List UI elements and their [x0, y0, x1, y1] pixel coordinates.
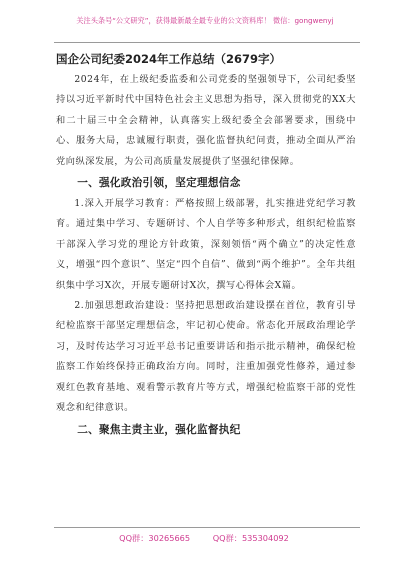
paragraph-study-education: 1.深入开展学习教育：严格按照上级部署，扎实推进党纪学习教育。通过集中学习、专题研讨、个人自学等多种形式，组织纪检监察干部深入学习党的理论方针政策，深刻领悟“两个确立”的决定性意义，增强“四个意识”、坚定“四个自信”、做到“两个维护”。全年共组织集中学习X次，开展专题研讨X次，撰写心得体会X篇。 [56, 198, 356, 291]
document-title: 国企公司纪委2024年工作总结（2679字） [56, 52, 282, 66]
paragraph-ideological-building: 2.加强思想政治建设：坚持把思想政治建设摆在首位，教育引导纪检监察干部坚定理想信念，牢记初心使命。常态化开展政治理论学习，及时传达学习习近平总书记重要讲话和指示批示精神，确保纪检监察工作始终保持正确政治方向。同时，注重加强党性修养，通过参观红色教育基地、观看警示教育片等方式，增强纪检监察干部的党性观念和纪律意识。 [56, 300, 356, 414]
section-heading-1: 一、强化政治引领，坚定理想信念 [77, 177, 241, 190]
footer-qq-group-1: QQ群：30265665 [119, 533, 191, 543]
header-banner: 关注头条号“公文研究”，获得最新最全最专业的公文资料库！ 微信：gongwenyj [76, 16, 334, 25]
footer-divider [54, 527, 360, 528]
header-divider [54, 42, 360, 43]
document-body [56, 70, 356, 441]
intro-paragraph: 2024年，在上级纪委监委和公司党委的坚强领导下，公司纪委坚持以习近平新时代中国特色社会主义思想为指导，深入贯彻党的XX大和二十届三中全会精神，认真落实上级纪委全会部署要求，围绕中心、服务大局，忠诚履行职责，强化监督执纪问责，推动全面从严治党向纵深发展，为公司高质量发展提供了坚强纪律保障。 [56, 74, 356, 167]
section-heading-2: 二、聚焦主责主业，强化监督执纪 [77, 423, 241, 436]
footer-qq-group-2: QQ群：535304092 [212, 533, 289, 543]
footer [0, 533, 408, 544]
